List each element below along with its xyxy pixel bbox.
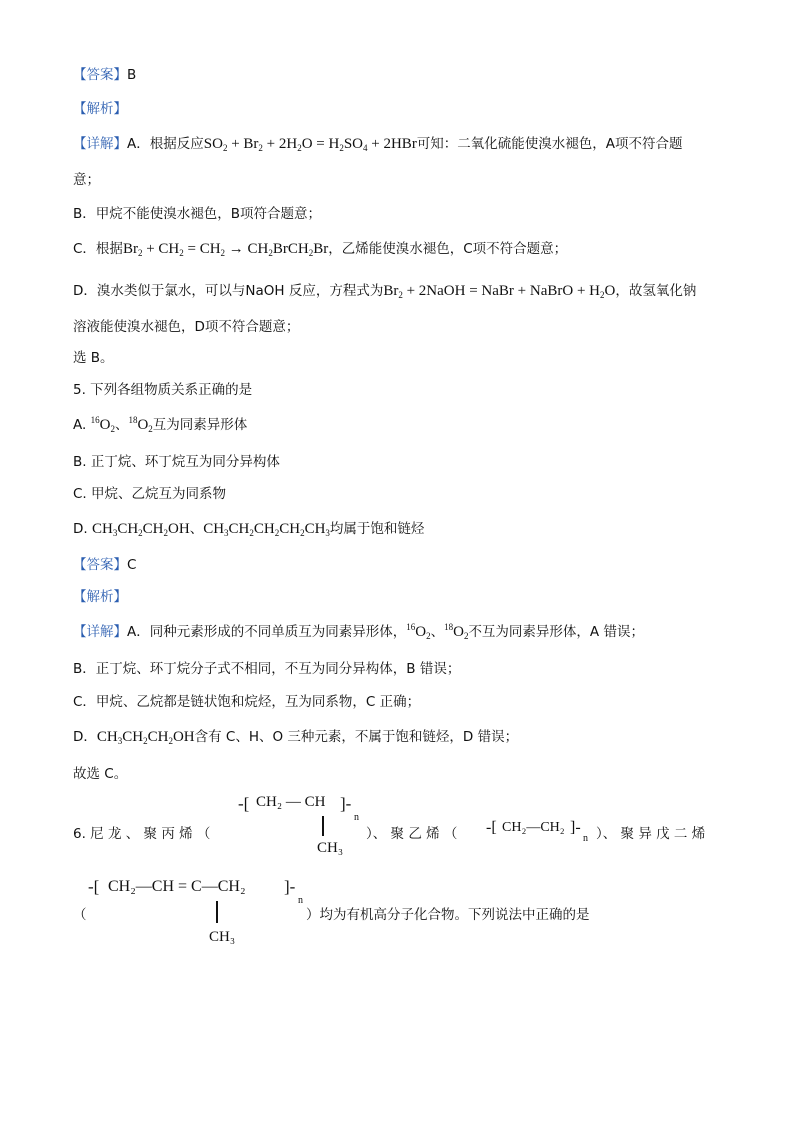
equation-so2-br2: $SO_2 + Br_2 + 2H_2O = H_2SO_4 + 2HBr$ (203, 136, 417, 153)
q4-analysis-tag: 【解析】 (73, 101, 127, 117)
q4-detail-c: C．根据$Br_2 + CH_2 = CH_2$ → $CH_2BrCH_2Br$，乙烯能使溴水褪色，C项不符合题意； (73, 241, 568, 258)
polypropylene-structure: -[ CH₂ — CH ]- n CH₃ (238, 794, 359, 856)
formula-pentane: $CH_3CH_2CH_2CH_2CH_3$ (203, 521, 330, 538)
q5-option-b: B. 正丁烷、环丁烷互为同分异构体 (73, 454, 280, 470)
detail-tag: 【详解】 (73, 136, 127, 152)
q5-detail-a: 【详解】A．同种元素形成的不同单质互为同素异形体，$^{16}O_2$、$^{18}O_2$不互为同素异形体，A 错误； (73, 622, 644, 641)
q4-detail-a-cont: 意； (73, 172, 100, 188)
polyethylene-structure: -[ CH₂—CH₂ ]- n (486, 819, 588, 844)
q6-stem-line1b: ）、 聚 乙 烯 （ (366, 826, 458, 842)
isotope-oxygen: $^{16}O_2$ (90, 415, 115, 434)
q5-option-d: D. $CH_3CH_2CH_2OH$、$CH_3CH_2CH_2CH_2CH_3$均属于饱和链烃 (73, 521, 425, 538)
answer-tag: 【答案】 (73, 557, 127, 573)
q6-stem-line2: ）均为有机高分子化合物。下列说法中正确的是 (306, 907, 590, 923)
equation-br2-naoh: $Br_2$ + 2NaOH = NaBr + NaBrO + $H_2O$ (383, 283, 616, 300)
answer-value: B (127, 67, 137, 83)
answer-tag: 【答案】 (73, 67, 127, 83)
q4-select: 选 B。 (73, 350, 114, 366)
formula-propanol: $CH_3CH_2CH_2OH$ (96, 729, 195, 746)
equation-br2-ethene: $Br_2 + CH_2 = CH_2$ → $CH_2BrCH_2Br$ (122, 241, 329, 258)
q6-stem-open: （ (73, 907, 87, 923)
q5-detail-b: B．正丁烷、环丁烷分子式不相同，不互为同分异构体，B 错误； (73, 661, 461, 677)
q4-detail-d: D．溴水类似于氯水，可以与NaOH 反应，方程式为$Br_2$ + 2NaOH = NaBr + NaBrO + $H_2O$，故氢氧化钠 (73, 283, 697, 300)
detail-tag: 【详解】 (73, 624, 127, 640)
q6-stem-line1c: ）、 聚 异 戊 二 烯 (596, 826, 706, 842)
answer-value: C (127, 557, 137, 573)
q5-select: 故选 C。 (73, 766, 128, 782)
q4-detail-d-cont: 溶液能使溴水褪色，D项不符合题意； (73, 319, 300, 335)
q6-stem-line1: 6. 尼 龙 、 聚 丙 烯 （ (73, 826, 211, 842)
q5-option-a: A. $^{16}O_2$、$^{18}O_2$互为同素异形体 (73, 415, 248, 434)
polyisoprene-structure: -[ CH₂—CH = C—CH₂ ]- n CH₃ (88, 877, 303, 945)
q5-analysis-tag: 【解析】 (73, 589, 127, 605)
formula-propanol: $CH_3CH_2CH_2OH$ (91, 521, 190, 538)
q4-detail-a: 【详解】A．根据反应$SO_2 + Br_2 + 2H_2O = H_2SO_4 + 2HBr$可知：二氧化硫能使溴水褪色，A项不符合题 (73, 136, 683, 153)
q5-detail-d: D．$CH_3CH_2CH_2OH$含有 C、H、O 三种元素，不属于饱和链烃，D 错误； (73, 729, 519, 746)
q4-detail-b: B．甲烷不能使溴水褪色，B项符合题意； (73, 206, 322, 222)
q5-option-c: C. 甲烷、乙烷互为同系物 (73, 486, 227, 502)
q5-detail-c: C．甲烷、乙烷都是链状饱和烷烃，互为同系物，C 正确； (73, 694, 421, 710)
q4-answer-line (73, 66, 136, 84)
q5-answer-line (73, 556, 136, 574)
q5-stem: 5. 下列各组物质关系正确的是 (73, 382, 253, 398)
